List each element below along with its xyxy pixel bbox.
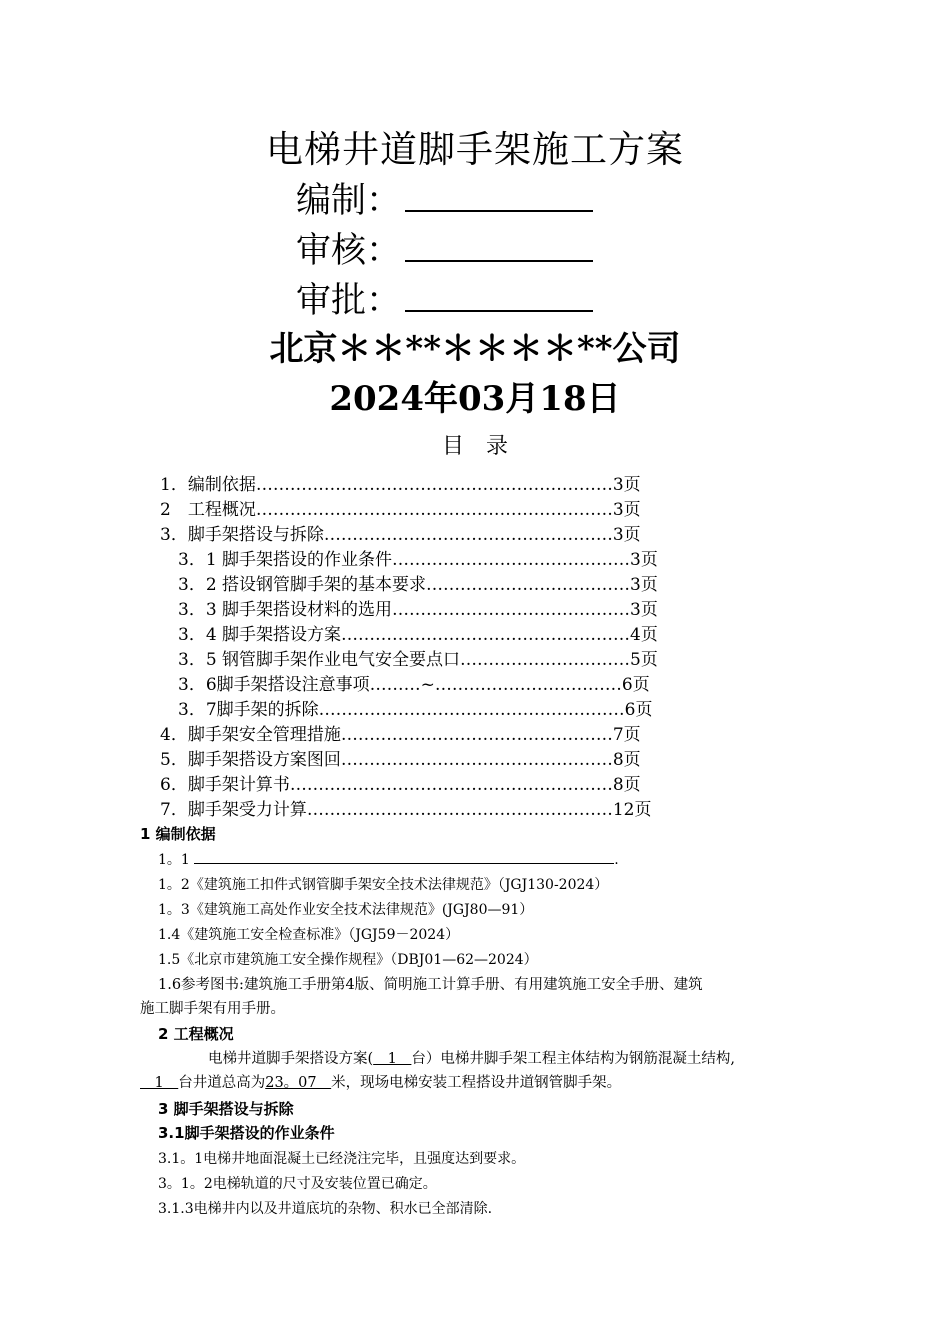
approve-blank	[405, 280, 593, 312]
shaft-height: 23。07	[265, 1075, 332, 1091]
condition-item-3: 3.1.3电梯井内以及井道底坑的杂物、积水已全部清除.	[158, 1201, 493, 1217]
overview-text: 台井道总高为	[178, 1075, 266, 1091]
company-name: 北京＊＊**＊＊＊＊**公司	[269, 329, 681, 369]
basis-item-3: 1。3《建筑施工高处作业安全技术法律规范》(JGJ80—91）	[158, 902, 534, 918]
basis-item-1-number: 1。1	[158, 852, 190, 868]
approver-signature-row	[296, 280, 593, 322]
basis-item-6-line2: 施工脚手架有用手册。	[140, 1001, 285, 1017]
section-3-heading: 3 脚手架搭设与拆除	[158, 1100, 294, 1118]
toc-item: 4．脚手架安全管理措施…………………………………………7页	[160, 725, 641, 745]
compiler-signature-row	[296, 180, 593, 222]
toc-item: 7．脚手架受力计算………………………………………………12页	[160, 800, 652, 820]
toc-item: 3．2 搭设钢管脚手架的基本要求………………………………3页	[178, 575, 658, 595]
basis-item-1	[158, 849, 619, 871]
toc-item: 3．1 脚手架搭设的作业条件……………………………………3页	[178, 550, 658, 570]
condition-item-1: 3.1。1电梯井地面混凝土已经浇注完毕，且强度达到要求。	[158, 1151, 526, 1167]
elevator-count: 1	[373, 1051, 412, 1067]
reviewer-signature-row	[296, 230, 593, 272]
toc-item: 3．5 钢管脚手架作业电气安全要点口…………………………5页	[178, 650, 658, 670]
review-label: 审核：	[296, 231, 402, 271]
toc-item: 3．7脚手架的拆除………………………………………………6页	[178, 700, 653, 720]
review-blank	[405, 230, 593, 262]
basis-item-5: 1.5《北京市建筑施工安全操作规程》（DBJ01—62—2024）	[158, 952, 538, 968]
basis-item-2: 1。2《建筑施工扣件式钢管脚手架安全技术法律规范》（JGJ130-2024）	[158, 877, 609, 893]
basis-item-4: 1.4《建筑施工安全检查标准》（JGJ59－2024）	[158, 927, 460, 943]
toc-item: 5．脚手架搭设方案图回…………………………………………8页	[160, 750, 641, 770]
overview-text: 米，现场电梯安装工程搭设井道钢管脚手架。	[331, 1075, 622, 1091]
toc-item: 3．3 脚手架搭设材料的选用……………………………………3页	[178, 600, 658, 620]
toc-item: 3．脚手架搭设与拆除……………………………………………3页	[160, 525, 641, 545]
approve-label: 审批：	[296, 281, 402, 321]
basis-item-6-line1: 1.6参考图书:建筑施工手册第4版、简明施工计算手册、有用建筑施工安全手册、建筑	[158, 977, 703, 993]
basis-item-1-blank	[194, 849, 614, 864]
section-1-heading: 1 编制依据	[140, 825, 216, 843]
overview-line-2	[140, 1071, 621, 1095]
toc-item: 3．6脚手架搭设注意事项………~……………………………6页	[178, 675, 650, 695]
overview-text: 电梯井道脚手架搭设方案(	[208, 1051, 374, 1067]
shaft-count: 1	[140, 1075, 179, 1091]
toc-item: 1．编制依据………………………………………………………3页	[160, 475, 641, 495]
section-2-heading: 2 工程概况	[158, 1025, 234, 1043]
document-date: 2024年03月18日	[329, 379, 621, 419]
toc-item: 2 工程概况………………………………………………………3页	[160, 500, 641, 520]
overview-text: 台）电梯井脚手架工程主体结构为钢筋混凝土结构,	[411, 1051, 735, 1067]
section-3-1-heading: 3.1脚手架搭设的作业条件	[158, 1124, 335, 1142]
compile-label: 编制：	[296, 181, 402, 221]
basis-item-1-suffix: .	[614, 852, 619, 868]
overview-line-1	[208, 1047, 735, 1071]
condition-item-2: 3。1。2电梯轨道的尺寸及安装位置已确定。	[158, 1176, 437, 1192]
document-title: 电梯井道脚手架施工方案	[266, 128, 684, 171]
compile-blank	[405, 180, 593, 212]
toc-item: 6．脚手架计算书…………………………………………………8页	[160, 775, 641, 795]
toc-title: 目 录	[441, 434, 508, 459]
toc-item: 3．4 脚手架搭设方案……………………………………………4页	[178, 625, 658, 645]
